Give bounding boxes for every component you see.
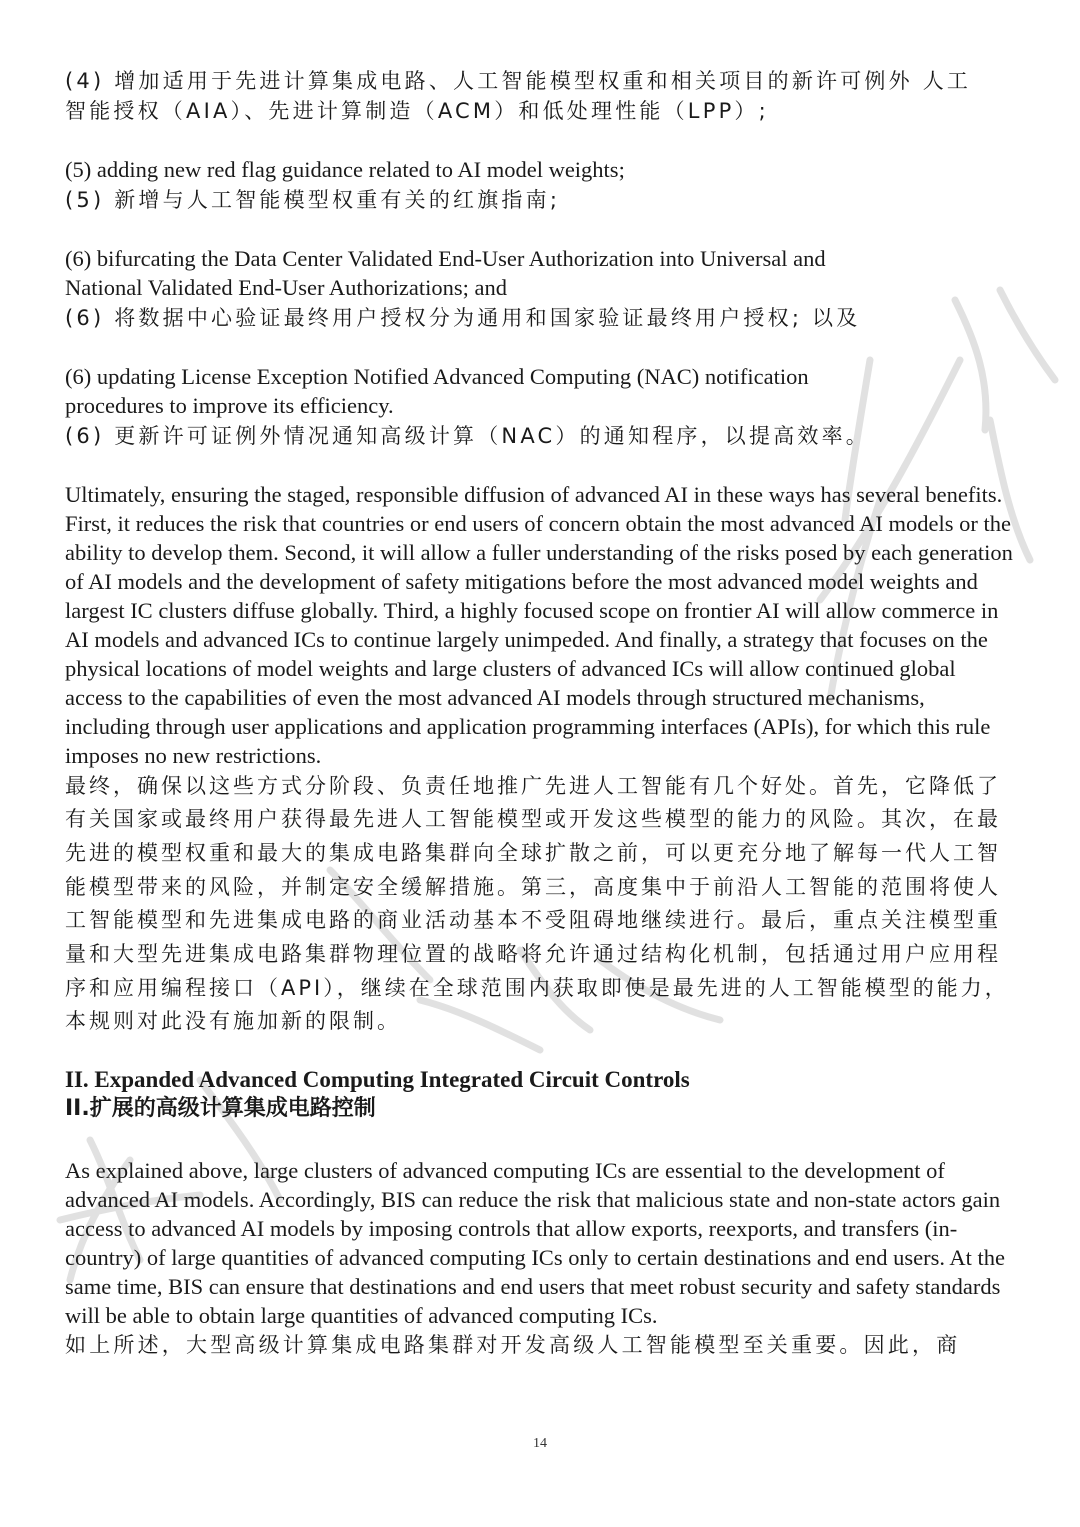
item-6b-zh: (6) 更新许可证例外情况通知高级计算（NAC）的通知程序，以提高效率。	[65, 423, 870, 448]
controls-paragraph-en: As explained above, large clusters of advanced computing ICs are essential to the development of advanced AI models. Accordingly, BIS can reduce the risk that malicious state and non-state actors gain access to advanced AI models by imposing controls that allow exports, reexports, and transfers (in-country) of large quantities of advanced computing ICs only to certain destinations and end users. At the same time, BIS can ensure that destinations and end users that meet robust security and safety standards will be able to obtain large quantities of advanced computing ICs.	[65, 1158, 1005, 1329]
page-number: 14	[533, 1436, 547, 1451]
benefits-paragraph-zh: 最终，确保以这些方式分阶段、负责任地推广先进人工智能有几个好处。首先，它降低了有关国家或最终用户获得最先进人工智能模型或开发这些模型的能力的风险。其次，在最先进的模型权重和最大的集成电路集群向全球扩散之前，可以更充分地了解每一代人工智能模型带来的风险，并制定安全缓解措施。第三，高度集中于前沿人工智能的范围将使人工智能模型和先进集成电路的商业活动基本不受阻碍地继续进行。最后，重点关注模型重量和大型先进集成电路集群物理位置的战略将允许通过结构化机制，包括通过用户应用程序和应用编程接口（API），继续在全球范围内获取即使是最先进的人工智能模型的能力，本规则对此没有施加新的限制。	[65, 773, 1009, 1034]
page-content	[65, 66, 1015, 1360]
controls-paragraph-zh: 如上所述，大型高级计算集成电路集群对开发高级人工智能模型至关重要。因此，商	[65, 1333, 961, 1358]
benefits-paragraph-en: Ultimately, ensuring the staged, responsible diffusion of advanced AI in these ways has several benefits. First, it reduces the risk that countries or end users of concern obtain the most advanced AI models or the ability to develop them. Second, it will allow a fuller understanding of the risks posed by each generation of AI models and the development of safety mitigations before the most advanced model weights and largest IC clusters diffuse globally. Third, a highly focused scope on frontier AI will allow commerce in AI models and advanced ICs to continue largely unimpeded. And finally, a strategy that focuses on the physical locations of model weights and large clusters of advanced ICs will allow continued global access to the capabilities of even the most advanced AI models through structured mechanisms, including through user applications and application programming interfaces (APIs), for which this rule imposes no new restrictions.	[65, 481, 1013, 768]
item-6a-zh: (6) 将数据中心验证最终用户授权分为通用和国家验证最终用户授权; 以及	[65, 305, 861, 330]
item-5-zh: (5) 新增与人工智能模型权重有关的红旗指南;	[65, 187, 561, 212]
item-6b-en-line-2: procedures to improve its efficiency.	[65, 393, 394, 418]
item-5-en: (5) adding new red flag guidance related to AI model weights;	[65, 157, 625, 182]
section-heading-en: II. Expanded Advanced Computing Integrated Circuit Controls	[65, 1067, 690, 1093]
item-4-zh-line-1: (4) 增加适用于先进计算集成电路、人工智能模型权重和相关项目的新许可例外 人工	[65, 69, 972, 93]
item-6b-en-line-1: (6) updating License Exception Notified Advanced Computing (NAC) notification	[65, 363, 809, 389]
item-4-zh-line-2: 智能授权（AIA）、先进计算制造（ACM）和低处理性能（LPP）;	[65, 99, 769, 123]
item-6a-en-line-1: (6) bifurcating the Data Center Validated End-User Authorization into Universal and	[65, 245, 826, 271]
section-heading-zh: II.扩展的高级计算集成电路控制	[65, 1096, 376, 1122]
item-6a-en-line-2: National Validated End-User Authorizations; and	[65, 275, 507, 300]
